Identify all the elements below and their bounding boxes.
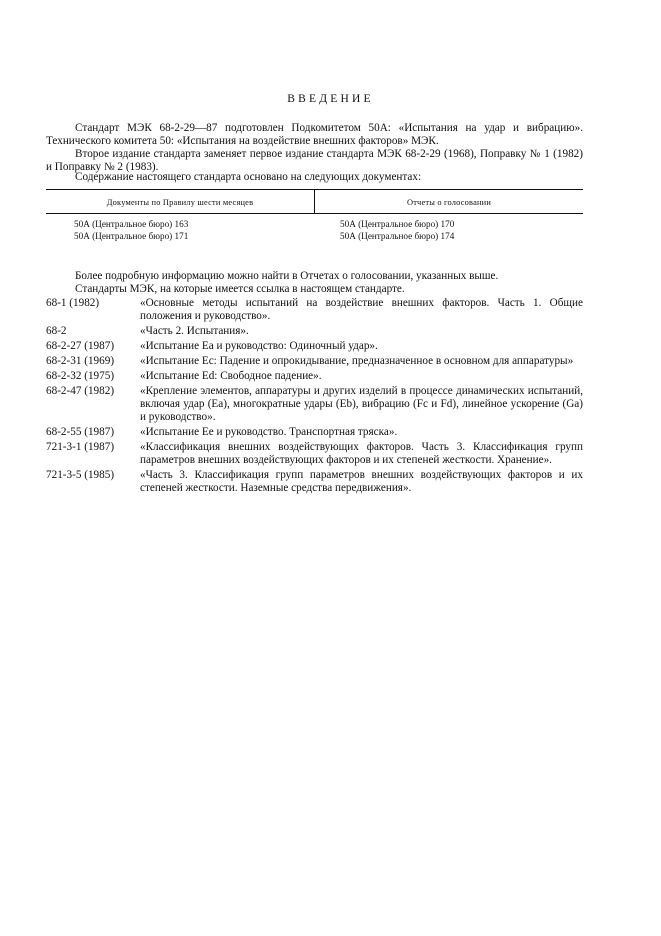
reference-title: «Классификация внешних воздействующих факторов. Часть 3. Классификация групп параметров внешних воздействующих факторов и их степеней жесткости. Хранение». [140, 441, 583, 466]
page-title: ВВЕДЕНИЕ [287, 93, 374, 105]
reference-code: 721-3-5 (1985) [46, 468, 115, 481]
table-header-rule [46, 213, 583, 214]
reference-code: 721-3-1 (1987) [46, 441, 115, 454]
table-cell: 50А (Центральное бюро) 170 [340, 219, 455, 229]
table-cell: 50А (Центральное бюро) 174 [340, 230, 455, 241]
reference-title: «Основные методы испытаний на воздействие внешних факторов. Часть 1. Общие положения и руководство». [140, 297, 583, 322]
reference-title: «Часть 2. Испытания». [140, 324, 249, 337]
intro-paragraph-3 [46, 171, 583, 184]
reference-title: «Крепление элементов, аппаратуры и других изделий в процессе динамических испытаний, включая удар (Еа), многократные удары (Eb), вибрацию (Fc и Fd), линейное ускорение (Ga) и руководство». [140, 385, 583, 423]
referenced-standards-intro [46, 283, 583, 296]
intro-paragraph-2-text: Второе издание стандарта заменяет первое издание стандарта МЭК 68-2-29 (1968), Поправку № 1 (1982) и Поправку № 2 (1983). [46, 148, 583, 174]
list-item [46, 426, 583, 439]
list-item [46, 297, 583, 323]
voting-reports-note-text: Более подробную информацию можно найти в Отчетах о голосовании, указанных выше. [75, 270, 499, 282]
intro-paragraph-1 [46, 122, 583, 149]
reference-code: 68-2-55 (1987) [46, 425, 115, 438]
reference-code: 68-2 [46, 324, 67, 337]
table-header-six-month-rule: Документы по Правилу шести месяцев [106, 198, 254, 207]
intro-paragraph-3-text: Содержание настоящего стандарта основано на следующих документах: [75, 171, 422, 183]
table-column-left [74, 219, 188, 242]
table-cell: 50А (Центральное бюро) 163 [74, 219, 189, 229]
referenced-standards-intro-text: Стандарты МЭК, на которые имеется ссылка в настоящем стандарте. [75, 283, 405, 295]
reference-title: «Испытание Ес: Падение и опрокидывание, предназначенное в основном для аппаратуры» [140, 355, 574, 368]
reference-title: «Испытание Ed: Свободное падение». [140, 370, 322, 383]
reference-code: 68-2-32 (1975) [46, 370, 115, 383]
reference-code: 68-2-31 (1969) [46, 355, 115, 368]
table-header-voting-reports: Отчеты о голосовании [406, 198, 492, 207]
list-item [46, 385, 583, 423]
reference-title: «Испытание Ее и руководство. Транспортная тряска». [140, 425, 398, 438]
reference-code: 68-2-47 (1982) [46, 385, 115, 398]
table-column-right [340, 219, 454, 242]
list-item [46, 469, 583, 495]
voting-reports-note [46, 270, 583, 283]
list-item [46, 340, 583, 353]
list-item [46, 355, 583, 368]
reference-code: 68-1 (1982) [46, 297, 100, 309]
references-list [46, 297, 583, 497]
reference-code: 68-2-27 (1987) [46, 339, 115, 352]
reference-title: «Испытание Еа и руководство: Одиночный удар». [140, 339, 378, 352]
intro-paragraph-1-text: Стандарт МЭК 68-2-29—87 подготовлен Подкомитетом 50А: «Испытания на удар и вибрацию». Технического комитета 50: «Испытания на воздействие внешних факторов» МЭК. [46, 122, 583, 148]
table-cell: 50А (Центральное бюро) 171 [74, 230, 189, 241]
list-item [46, 325, 583, 338]
list-item [46, 441, 583, 467]
reference-title: «Часть 3. Классификация групп параметров внешних воздействующих факторов и их степеней жесткости. Наземные средства передвижения». [140, 468, 583, 494]
list-item [46, 370, 583, 383]
